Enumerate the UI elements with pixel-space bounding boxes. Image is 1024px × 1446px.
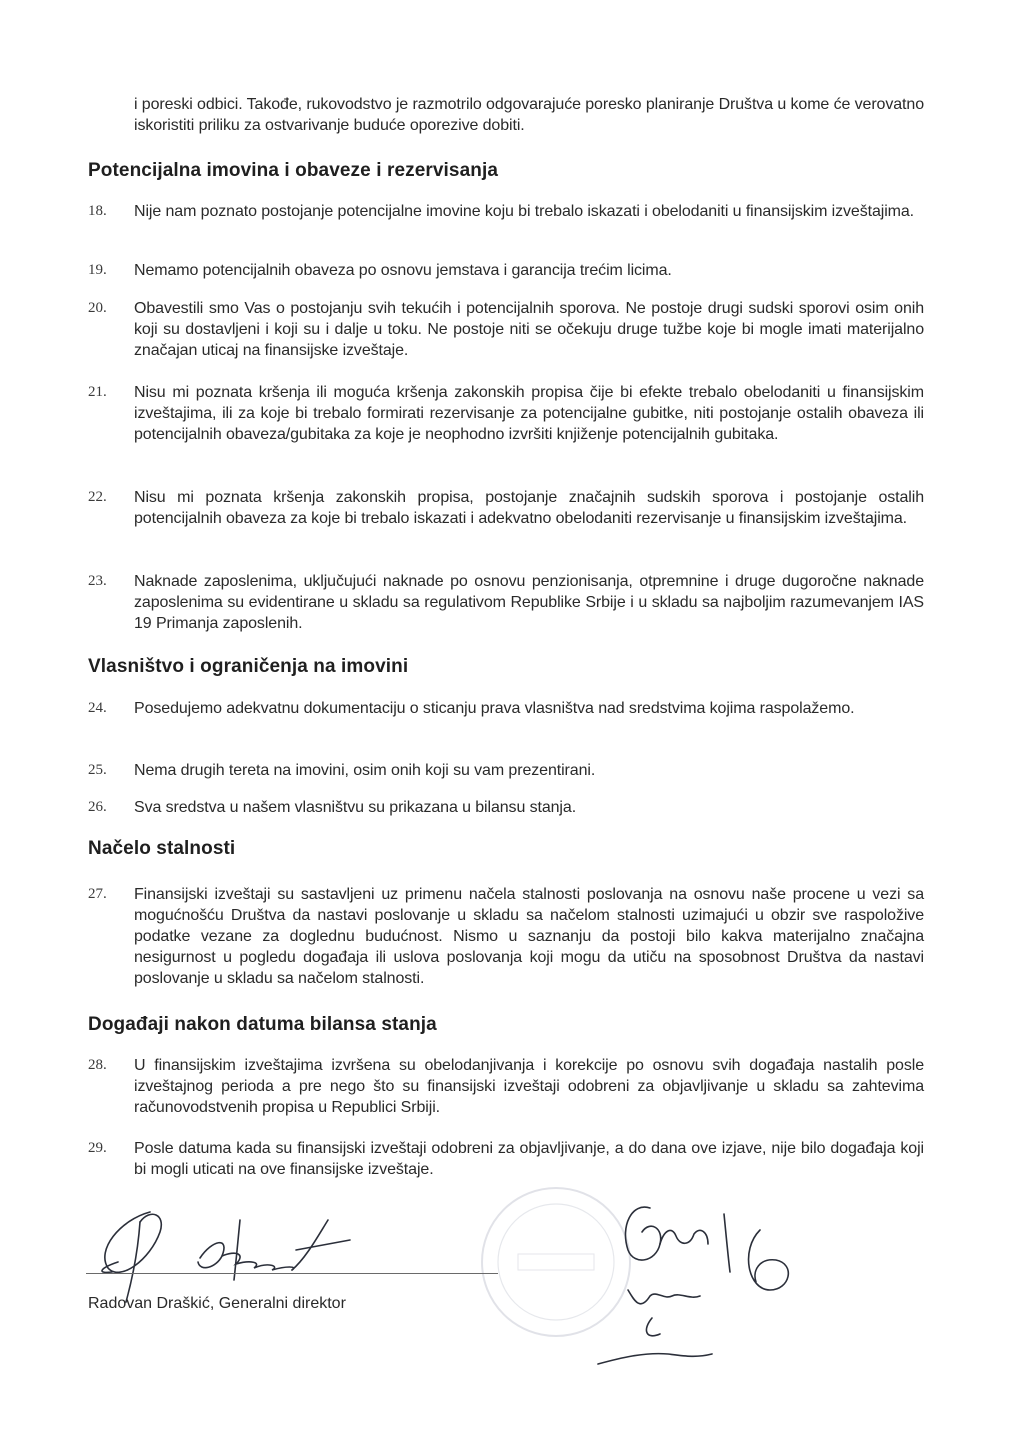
signatory-name: Radovan Draškić, Generalni direktor [88,1295,346,1312]
item-number: 25. [88,762,107,778]
section-heading-vlasnistvo: Vlasništvo i ograničenja na imovini [88,656,409,677]
stamp-seal [482,1188,630,1336]
item-number: 20. [88,300,107,316]
item-number: 24. [88,700,107,716]
director-signature [102,1212,350,1302]
item-text: Obavestili smo Vas o postojanju svih tekućih i potencijalnih sporova. Ne postoje drugi sudski sporovi osim onih koji su dostavljeni i koji su i dalje u toku. Ne postoje niti se očekuju druge tužbe koje bi mogle imati materijalno značajan uticaj na finansijske izveštaje. [134,300,924,359]
item-text: Posedujemo adekvatnu dokumentaciju o sticanju prava vlasništva nad sredstvima kojima raspolažemo. [134,700,855,717]
item-number: 27. [88,886,107,902]
item-number: 19. [88,262,107,278]
item-number: 28. [88,1057,107,1073]
item-number: 29. [88,1140,107,1156]
item-text: Sva sredstva u našem vlasništvu su prikazana u bilansu stanja. [134,799,577,816]
section-heading-dogadjaji: Događaji nakon datuma bilansa stanja [88,1014,437,1035]
item-text: Nisu mi poznata kršenja zakonskih propisa, postojanje značajnih sudskih sporova i postojanje ostalih potencijalnih obaveza za koje bi trebalo iskazati i adekvatno obelodaniti rezervisanje u finansijskim izveštajima. [134,489,924,527]
item-text: Nije nam poznato postojanje potencijalne imovine koju bi trebalo iskazati i obelodaniti u finansijskim izveštajima. [134,203,915,220]
item-text: Nema drugih tereta na imovini, osim onih koji su vam prezentirani. [134,762,596,779]
section-heading-nacelo: Načelo stalnosti [88,838,236,859]
item-text: Posle datuma kada su finansijski izveštaji odobreni za objavljivanje, a do dana ove izjave, nije bilo događaja koji bi mogli uticati na ove finansijske izveštaje. [134,1140,924,1178]
item-number: 21. [88,384,107,400]
item-number: 26. [88,799,107,815]
item-text: Finansijski izveštaji su sastavljeni uz primenu načela stalnosti poslovanja na osnovu naše procene u vezi sa mogućnošću Društva da nastavi poslovanje u skladu sa načelom stalnosti uzimajući u obzir sve raspoložive podatke vezane za doglednu budućnost. Nismo u saznanju da postoji bilo kakva materijalno značajna nesigurnost u pogledu događaja ili uslova poslovanja koji mogu da utiču na sposobnost Društva da nastavi poslovanje u skladu sa načelom stalnosti. [134,886,924,987]
item-number: 18. [88,203,107,219]
item-text: U finansijskim izveštajima izvršena su obelodanjivanja i korekcije po osnovu svih događaja nastalih posle izveštajnog perioda a pre nego što su finansijski izveštaji odobreni za objavljivanje u skladu sa zahtevima računovodstvenih propisa u Republici Srbiji. [134,1057,924,1116]
item-text: Naknade zaposlenima, uključujući naknade po osnovu penzionisanja, otpremnine i druge dugoročne naknade zaposlenima su evidentirane u skladu sa regulativom Republike Srbije i u skladu sa najboljim razumevanjem IAS 19 Primanja zaposlenih. [134,573,924,632]
signature-line [86,1273,498,1274]
item-number: 22. [88,489,107,505]
item-number: 23. [88,573,107,589]
item-text: Nemamo potencijalnih obaveza po osnovu jemstava i garancija trećim licima. [134,262,672,279]
item-text: Nisu mi poznata kršenja ili moguća kršenja zakonskih propisa čije bi efekte trebalo obelodaniti u finansijskim izveštajima, ili za koje bi trebalo formirati rezervisanje za potencijalne gubitke, niti postojanje ostalih obaveza ili potencijalnih obaveza/gubitaka za koje je neophodno izvršiti knjiženje potencijalnih gubitaka. [134,384,924,443]
intro-paragraph: i poreski odbici. Takođe, rukovodstvo je razmotrilo odgovarajuće poresko planiranje Društva u kome će verovatno iskoristiti priliku za ostvarivanje buduće oporezive dobiti. [134,96,924,134]
section-heading-potencijalna: Potencijalna imovina i obaveze i rezervisanja [88,160,499,181]
